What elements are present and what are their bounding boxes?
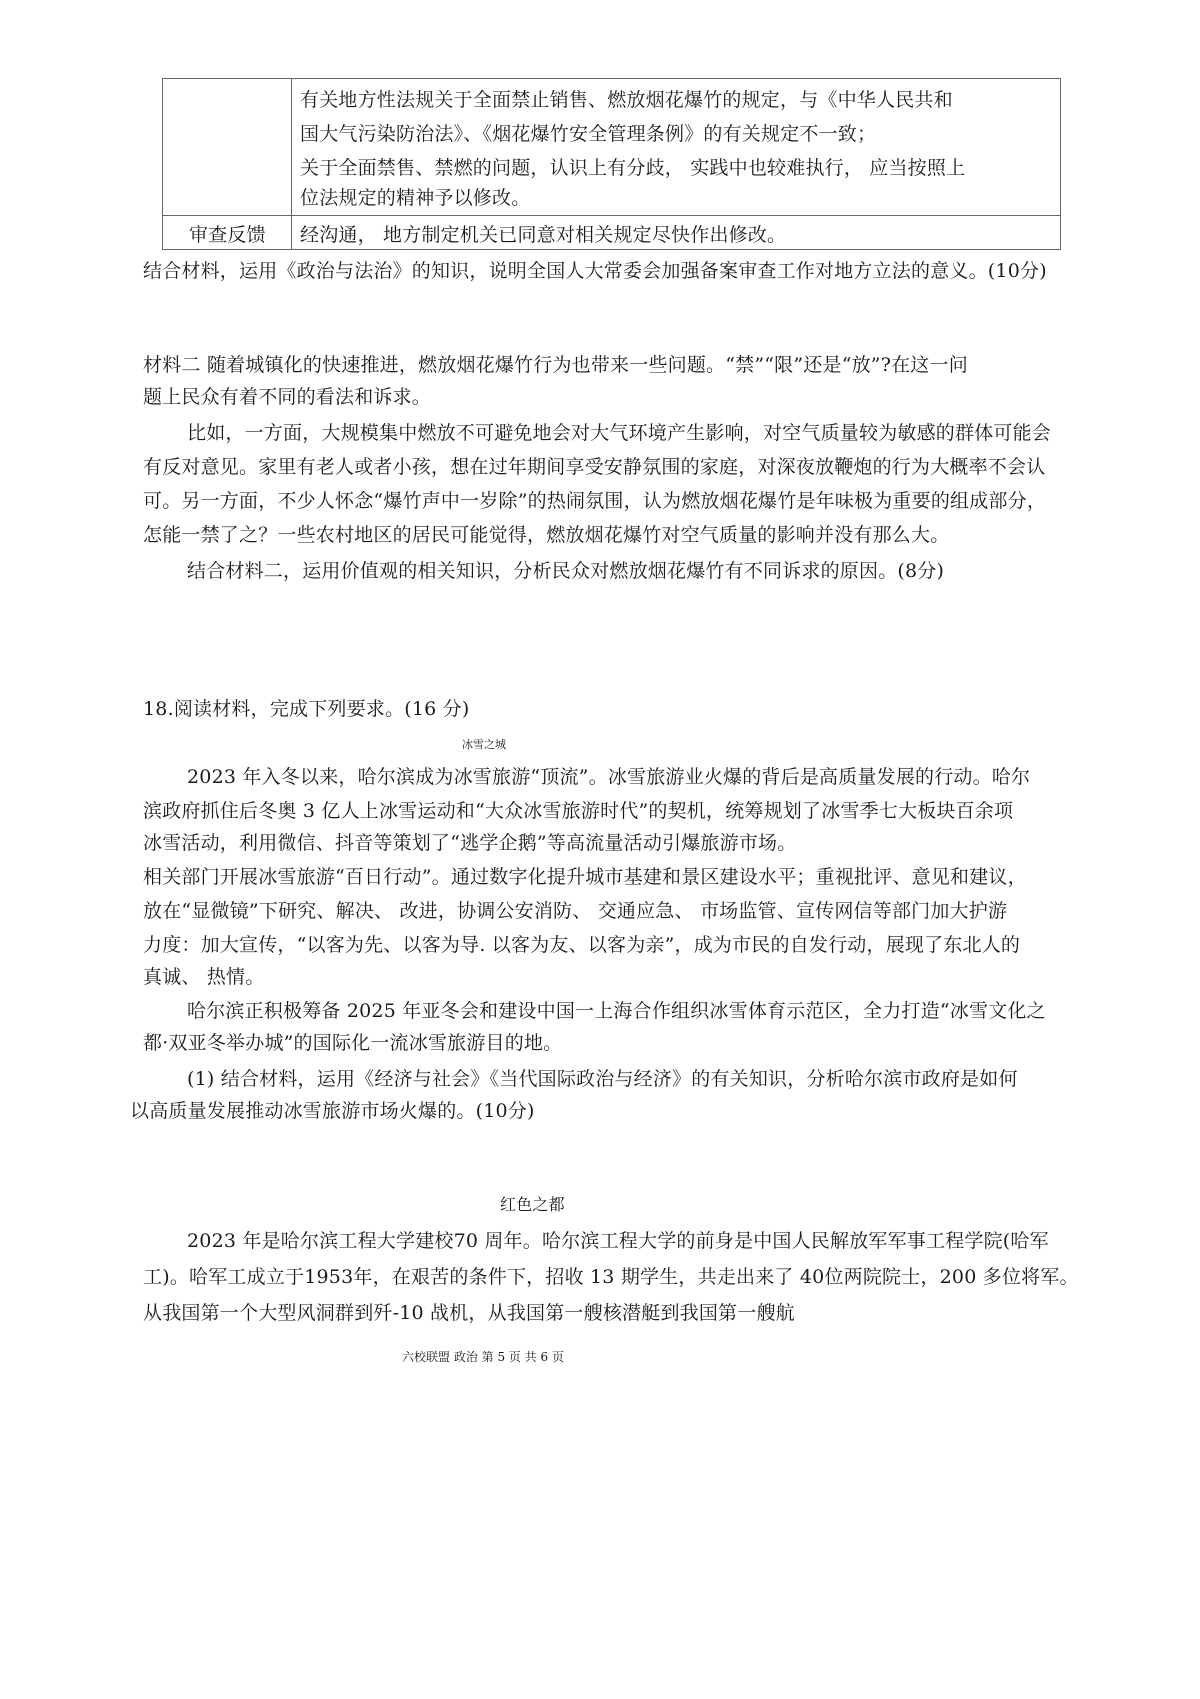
table-divider-horizontal xyxy=(163,215,1060,216)
section-title-red-capital: 红色之都 xyxy=(500,1195,565,1214)
sub-question-1: 以高质量发展推动冰雪旅游市场火爆的。(10分) xyxy=(130,1100,535,1122)
question-18-heading: 18.阅读材料，完成下列要求。(16 分) xyxy=(143,698,470,720)
material2-line: 题上民众有着不同的看法和诉求。 xyxy=(143,386,432,408)
section1-line: 力度：加大宣传，“以客为先、以客为导. 以客为友、以客为亲”，成为市民的自发行动，展现了东北人的 xyxy=(143,934,1021,956)
question-17-1: 结合材料，运用《政治与法治》的知识，说明全国人大常委会加强备案审查工作对地方立法的意义。(10分) xyxy=(143,260,1047,282)
section1-line: 放在“显微镜”下研究、解决、 改进，协调公安消防、 交通应急、 市场监管、宣传网信等部门加大护游 xyxy=(143,900,1008,922)
table-content-line: 有关地方性法规关于全面禁止销售、燃放烟花爆竹的规定，与《中华人民共和 xyxy=(300,89,953,111)
sub-question-1: (1) 结合材料，运用《经济与社会》《当代国际政治与经济》的有关知识，分析哈尔滨市政府是如何 xyxy=(187,1068,1018,1090)
section1-line: 哈尔滨正积极筹备 2025 年亚冬会和建设中国一上海合作组织冰雪体育示范区，全力打造“冰雪文化之 xyxy=(187,1000,1046,1022)
section2-line: 从我国第一个大型风洞群到歼-10 战机，从我国第一艘核潜艇到我国第一艘航 xyxy=(143,1302,795,1324)
material2-paragraph-line: 有反对意见。家里有老人或者小孩，想在过年期间享受安静氛围的家庭，对深夜放鞭炮的行为大概率不会认 xyxy=(143,456,1046,478)
section1-line: 相关部门开展冰雪旅游“百日行动”。通过数字化提升城市基建和景区建设水平；重视批评、意见和建议， xyxy=(143,866,1027,888)
table-content-line: 关于全面禁售、禁燃的问题，认识上有分歧， 实践中也较难执行， 应当按照上 xyxy=(300,157,966,179)
section1-line: 2023 年入冬以来，哈尔滨成为冰雪旅游“顶流”。冰雪旅游业火爆的背后是高质量发展的行动。哈尔 xyxy=(187,766,1031,788)
table-divider-vertical xyxy=(291,79,292,249)
material2-line: 材料二 随着城镇化的快速推进，燃放烟花爆竹行为也带来一些问题。“禁”“限”还是“放”?在这一问 xyxy=(143,354,968,376)
review-table xyxy=(162,78,1061,250)
material2-paragraph-line: 比如，一方面，大规模集中燃放不可避免地会对大气环境产生影响，对空气质量较为敏感的群体可能会 xyxy=(187,422,1052,444)
material2-paragraph-line: 可。另一方面，不少人怀念“爆竹声中一岁除”的热闹氛围，认为燃放烟花爆竹是年味极为重要的组成部分， xyxy=(143,490,1047,512)
table-content-line: 位法规定的精神予以修改。 xyxy=(300,187,531,209)
table-feedback-text: 经沟通， 地方制定机关已同意对相关规定尽快作出修改。 xyxy=(300,224,787,246)
question-17-2: 结合材料二，运用价值观的相关知识，分析民众对燃放烟花爆竹有不同诉求的原因。(8分) xyxy=(187,560,945,582)
page-footer: 六校联盟 政治 第 5 页 共 6 页 xyxy=(402,1350,564,1364)
section2-line: 工)。哈军工成立于1953年，在艰苦的条件下，招收 13 期学生，共走出来了 40位两院院士，200 多位将军。 xyxy=(143,1266,1079,1288)
section1-line: 真诚、 热情。 xyxy=(143,966,265,988)
table-feedback-label: 审查反馈 xyxy=(189,224,266,246)
section2-line: 2023 年是哈尔滨工程大学建校70 周年。哈尔滨工程大学的前身是中国人民解放军军事工程学院(哈军 xyxy=(187,1230,1049,1252)
table-content-line: 国大气污染防治法》、《烟花爆竹安全管理条例》的有关规定不一致； xyxy=(300,123,877,145)
section1-line: 都·双亚冬举办城”的国际化一流冰雪旅游目的地。 xyxy=(143,1032,563,1054)
material2-paragraph-line: 怎能一禁了之？一些农村地区的居民可能觉得，燃放烟花爆竹对空气质量的影响并没有那么大。 xyxy=(143,524,950,546)
section1-line: 滨政府抓住后冬奥 3 亿人上冰雪运动和“大众冰雪旅游时代”的契机，统筹规划了冰雪季七大板块百余项 xyxy=(143,800,1014,822)
section1-line: 冰雪活动，利用微信、抖音等策划了“逃学企鹅”等高流量活动引爆旅游市场。 xyxy=(143,832,797,854)
section-title-ice-city: 冰雪之城 xyxy=(462,738,506,751)
